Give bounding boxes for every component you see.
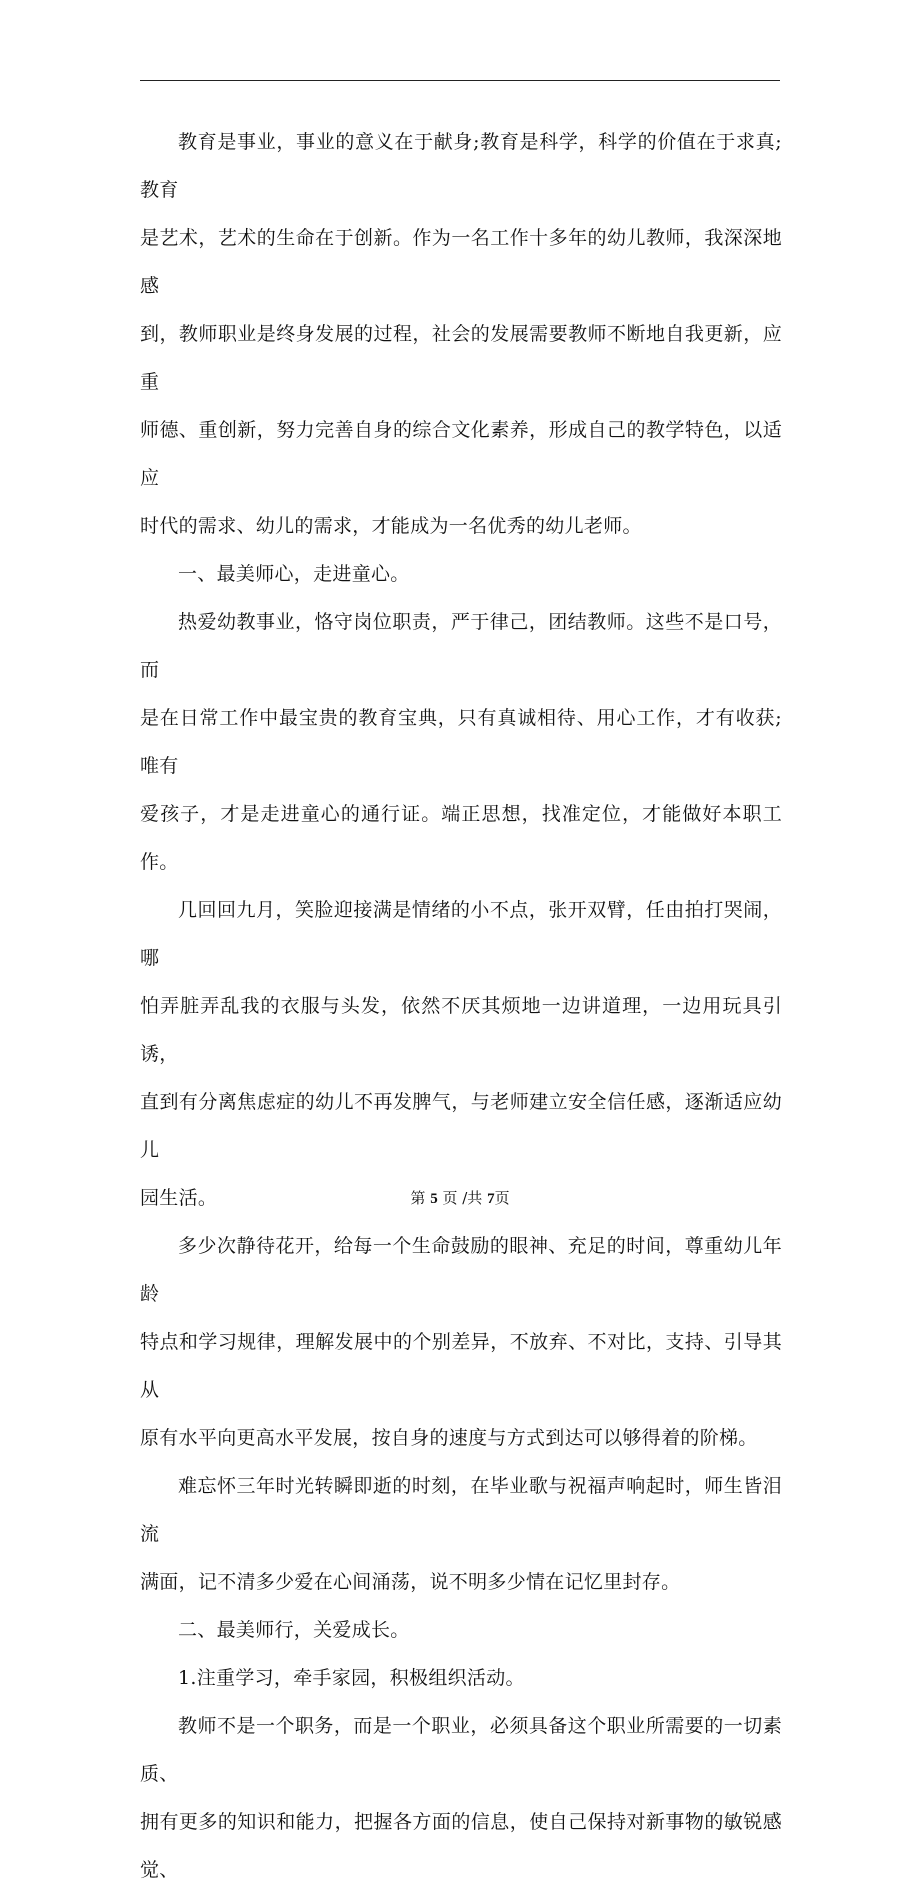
text-line: 师德、重创新，努力完善自身的综合文化素养，形成自己的教学特色，以适应 <box>140 419 782 489</box>
paragraph <box>140 550 782 598</box>
footer-suffix: 页 <box>494 1189 510 1207</box>
text-line: 难忘怀三年时光转瞬即逝的时刻，在毕业歌与祝福声响起时，师生皆泪流 <box>140 1475 782 1545</box>
text-line: 1.注重学习，牵手家园，积极组织活动。 <box>178 1667 525 1689</box>
paragraph <box>140 118 782 550</box>
current-page-number: 5 <box>430 1191 438 1207</box>
paragraph <box>140 1222 782 1462</box>
text-line: 直到有分离焦虑症的幼儿不再发脾气，与老师建立安全信任感，逐渐适应幼儿 <box>140 1091 782 1161</box>
document-body <box>140 118 782 1894</box>
text-line: 特点和学习规律，理解发展中的个别差异，不放弃、不对比，支持、引导其从 <box>140 1331 782 1401</box>
total-pages: 7 <box>487 1191 495 1207</box>
paragraph <box>140 598 782 886</box>
text-line: 满面，记不清多少爱在心间涌荡，说不明多少情在记忆里封存。 <box>140 1571 681 1593</box>
paragraph <box>140 886 782 1222</box>
footer-middle: 页 /共 <box>442 1189 483 1207</box>
text-line: 几回回九月，笑脸迎接满是情绪的小不点，张开双臂，任由拍打哭闹，哪 <box>140 899 782 969</box>
footer-prefix: 第 <box>410 1189 426 1207</box>
text-line: 原有水平向更高水平发展，按自身的速度与方式到达可以够得着的阶梯。 <box>140 1427 758 1449</box>
text-line: 一、最美师心，走进童心。 <box>178 563 410 585</box>
paragraph <box>140 1654 782 1702</box>
paragraph <box>140 1702 782 1894</box>
text-line: 园生活。 <box>140 1187 218 1209</box>
text-line: 热爱幼教事业，恪守岗位职责，严于律己，团结教师。这些不是口号，而 <box>140 611 782 681</box>
paragraph <box>140 1606 782 1654</box>
text-line: 到，教师职业是终身发展的过程，社会的发展需要教师不断地自我更新，应重 <box>140 323 782 393</box>
text-line: 多少次静待花开，给每一个生命鼓励的眼神、充足的时间，尊重幼儿年龄 <box>140 1235 782 1305</box>
header-rule <box>140 80 780 81</box>
text-line: 是在日常工作中最宝贵的教育宝典，只有真诚相待、用心工作，才有收获;唯有 <box>140 707 782 777</box>
text-line: 怕弄脏弄乱我的衣服与头发，依然不厌其烦地一边讲道理，一边用玩具引诱， <box>140 995 782 1065</box>
text-line: 拥有更多的知识和能力，把握各方面的信息，使自己保持对新事物的敏锐感觉、 <box>140 1811 782 1881</box>
text-line: 教育是事业，事业的意义在于献身;教育是科学，科学的价值在于求真;教育 <box>140 131 782 201</box>
text-line: 爱孩子，才是走进童心的通行证。端正思想，找准定位，才能做好本职工作。 <box>140 803 782 873</box>
text-line: 时代的需求、幼儿的需求，才能成为一名优秀的幼儿老师。 <box>140 515 642 537</box>
text-line: 教师不是一个职务，而是一个职业，必须具备这个职业所需要的一切素质、 <box>140 1715 782 1785</box>
paragraph <box>140 1462 782 1606</box>
text-line: 是艺术，艺术的生命在于创新。作为一名工作十多年的幼儿教师，我深深地感 <box>140 227 782 297</box>
text-line: 二、最美师行，关爱成长。 <box>178 1619 410 1641</box>
page-footer <box>0 1188 920 1209</box>
